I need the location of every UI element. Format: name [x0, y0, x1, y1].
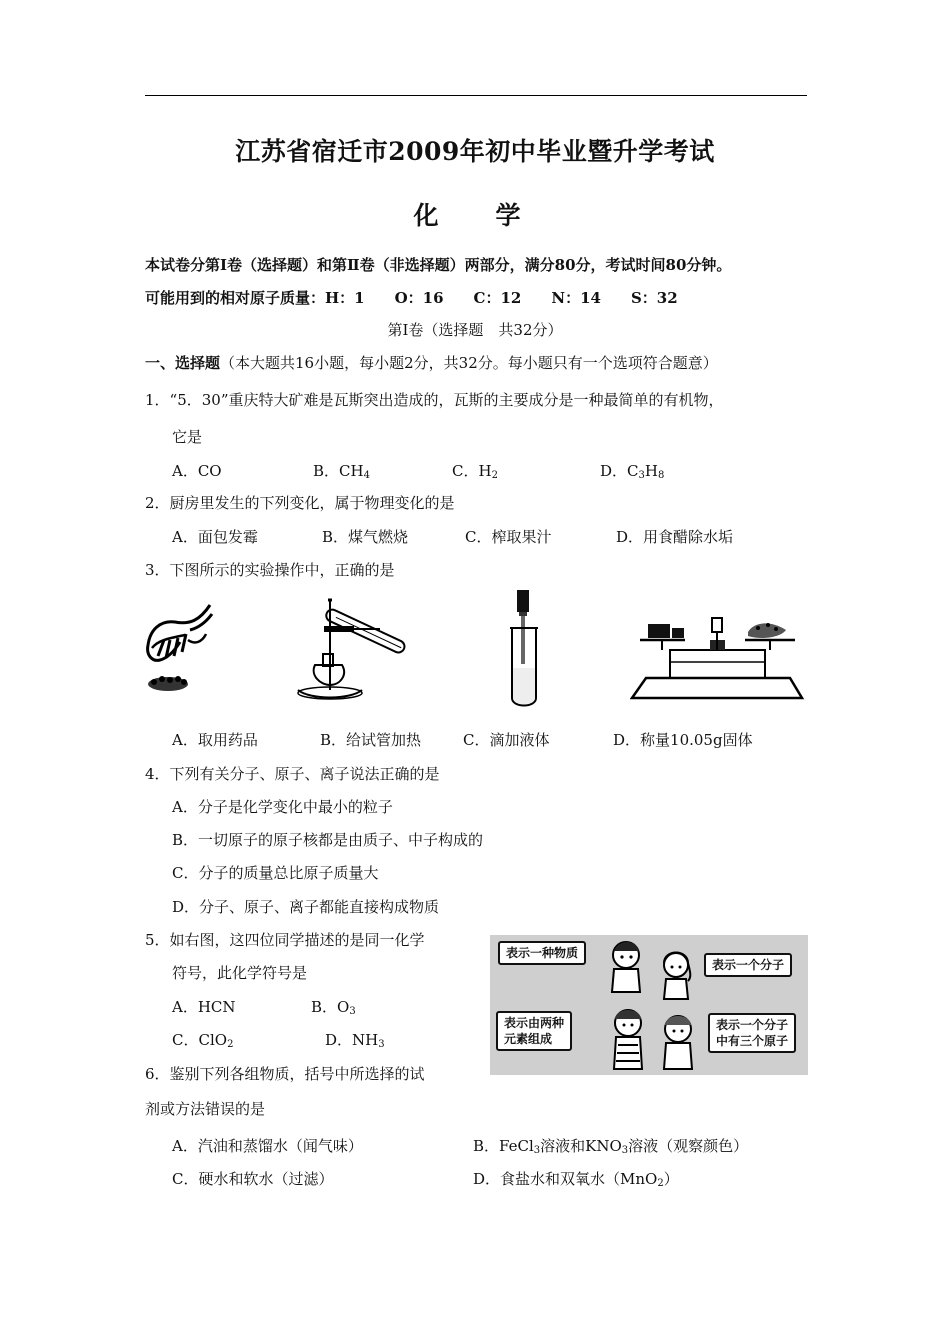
- q1-stem-line1: 1．“5．30”重庆特大矿难是瓦斯突出造成的，瓦斯的主要成分是一种最简单的有机物，: [145, 391, 724, 409]
- q1-option-c: C．$H_2$: [452, 462, 498, 481]
- section1-label: 一、选择题: [145, 354, 221, 372]
- q3-option-a: A．取用药品: [172, 731, 258, 749]
- subject-title: 化 学: [413, 201, 537, 230]
- q5-option-a: A．HCN: [172, 998, 236, 1016]
- atomic-masses: 可能用到的相对原子质量：H：1 O：16 C：12 N：14 S：32: [145, 289, 678, 307]
- section1-note: （本大题共16小题，每小题2分，共32分。每小题只有一个选项符合题意）: [220, 354, 718, 372]
- q1-option-d: D．$C_3H_8$: [600, 462, 665, 481]
- exam-title: 江苏省宿迁市2009年初中毕业暨升学考试: [235, 137, 715, 166]
- speech-bubble-substance: 表示一种物质: [498, 941, 586, 965]
- q6-option-d: D．食盐水和双氧水（MnO$_2$）: [473, 1170, 679, 1189]
- q6-option-a: A．汽油和蒸馏水（闻气味）: [172, 1137, 363, 1155]
- q4-option-a: A．分子是化学变化中最小的粒子: [172, 798, 393, 816]
- exam-intro: 本试卷分第Ⅰ卷（选择题）和第Ⅱ卷（非选择题）两部分，满分80分，考试时间80分钟。: [145, 256, 732, 274]
- part1-header: 第Ⅰ卷（选择题 共32分）: [387, 321, 563, 339]
- balance-scale-figure: [630, 610, 805, 705]
- q2-option-b: B．煤气燃烧: [322, 528, 409, 546]
- q3-option-c: C．滴加液体: [463, 731, 550, 749]
- students-illustration: [604, 937, 704, 1073]
- q5-stem-line2: 符号，此化学符号是: [172, 964, 308, 982]
- q3-stem: 3．下图所示的实验操作中，正确的是: [145, 561, 395, 579]
- q2-option-c: C．榨取果汁: [465, 528, 552, 546]
- q6-stem-line2: 剂或方法错误的是: [145, 1100, 266, 1118]
- q5-option-d: D．$NH_3$: [325, 1031, 385, 1050]
- q4-option-c: C．分子的质量总比原子质量大: [172, 864, 379, 882]
- q4-option-b: B．一切原子的原子核都是由质子、中子构成的: [172, 831, 484, 849]
- section1-heading: [145, 352, 718, 373]
- q5-option-c: C．ClO$_2$: [172, 1031, 234, 1050]
- drop-liquid-figure: [500, 588, 550, 713]
- q5-option-b: B．$O_3$: [311, 998, 356, 1017]
- take-chemical-figure: [140, 600, 220, 700]
- q5-cartoon-figure: [490, 935, 808, 1075]
- q1-option-a: A．CO: [172, 462, 222, 480]
- speech-bubble-two-elements: 表示由两种 元素组成: [496, 1011, 572, 1051]
- q3-option-d: D．称量10.05g固体: [613, 731, 753, 749]
- q2-option-a: A．面包发霉: [172, 528, 258, 546]
- q4-stem: 4．下列有关分子、原子、离子说法正确的是: [145, 765, 440, 783]
- q1-option-b: B．$CH_4$: [313, 462, 370, 481]
- q3-option-b: B．给试管加热: [320, 731, 422, 749]
- q6-option-c: C．硬水和软水（过滤）: [172, 1170, 334, 1188]
- q1-stem-line2: 它是: [172, 428, 203, 446]
- q5-stem-line1: 5．如右图，这四位同学描述的是同一化学: [145, 931, 425, 949]
- q4-option-d: D．分子、原子、离子都能直接构成物质: [172, 898, 440, 916]
- q2-stem: 2．厨房里发生的下列变化，属于物理变化的是: [145, 494, 455, 512]
- speech-bubble-three-atoms: 表示一个分子 中有三个原子: [708, 1013, 796, 1053]
- top-rule: [145, 95, 807, 96]
- speech-bubble-molecule: 表示一个分子: [704, 953, 792, 977]
- q6-stem-line1: 6．鉴别下列各组物质，括号中所选择的试: [145, 1065, 425, 1083]
- q6-option-b: B．FeCl$_3$溶液和$KNO_3$溶液（观察颜色）: [473, 1137, 749, 1156]
- q2-option-d: D．用食醋除水垢: [616, 528, 734, 546]
- heat-test-tube-figure: [290, 590, 420, 710]
